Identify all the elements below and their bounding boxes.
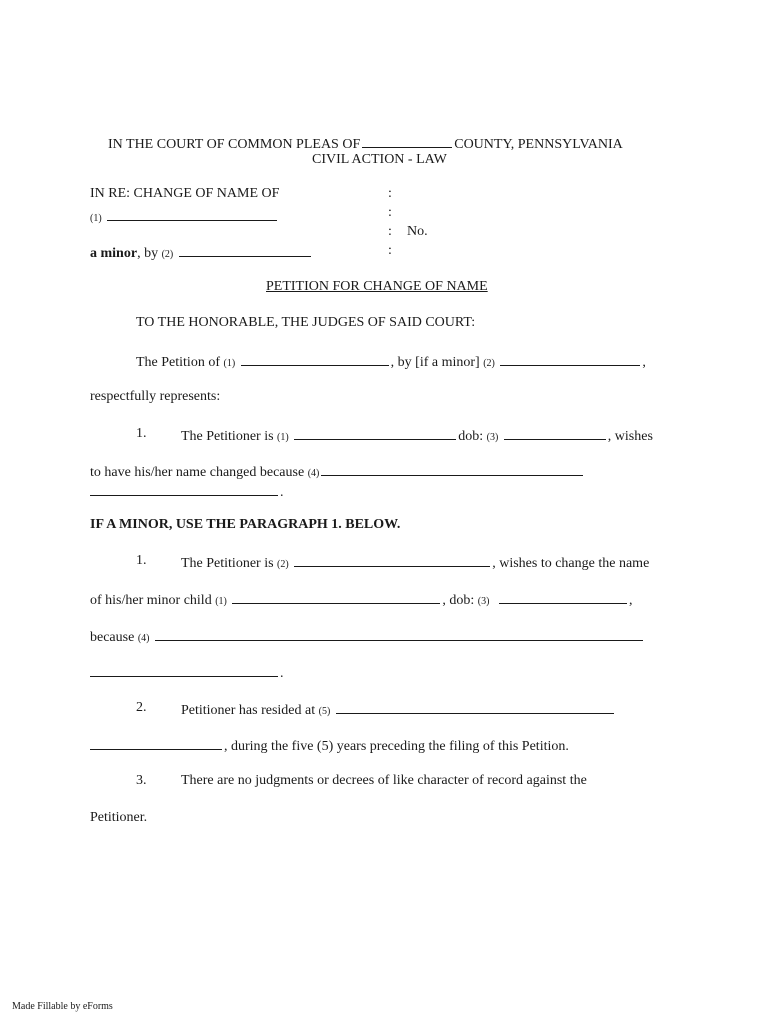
period: . [280, 485, 284, 500]
petitioner-name-field[interactable] [294, 554, 490, 567]
parent-name-field[interactable] [179, 244, 311, 257]
petition-title: PETITION FOR CHANGE OF NAME [266, 279, 488, 294]
minor-child-label: of his/her minor child [90, 593, 212, 608]
dob-label: dob: [458, 429, 484, 444]
county-field[interactable] [362, 135, 452, 148]
field-number-1: (1) [90, 213, 102, 224]
para1-minor-line2 [90, 591, 632, 608]
para1-minor-line3 [90, 628, 645, 645]
field-number-3: (3) [477, 596, 490, 607]
caption-colon-1: : [388, 186, 392, 201]
because-label: because [90, 630, 135, 645]
period: . [280, 666, 284, 681]
five-years-text: , during the five (5) years preceding the filing of this Petition. [224, 739, 569, 754]
salutation: TO THE HONORABLE, THE JUDGES OF SAID COURT: [136, 315, 476, 330]
comma: , [642, 355, 646, 370]
parent-guardian-field[interactable] [500, 353, 640, 366]
caption-colon-4: : [388, 243, 392, 258]
reason-field-line1[interactable] [321, 463, 583, 476]
by-label: , by [137, 246, 159, 261]
petition-of-label: The Petition of [136, 355, 220, 370]
para1-minor-number: 1. [136, 553, 147, 568]
minor-dob-field[interactable] [499, 591, 627, 604]
field-number-2: (2) [483, 358, 495, 369]
docket-number-label: No. [407, 224, 428, 239]
court-heading [108, 135, 623, 152]
wishes-to-change-label: , wishes to change the name [492, 556, 650, 571]
court-heading-right: COUNTY, PENNSYLVANIA [454, 137, 623, 152]
petitioner-is-label: The Petitioner is [181, 429, 274, 444]
field-number-1: (1) [223, 358, 236, 369]
petitioner-name-field[interactable] [241, 353, 389, 366]
field-number-4: (4) [307, 468, 320, 479]
para1-minor-line4 [90, 664, 284, 681]
petitioner-dob-field[interactable] [504, 427, 606, 440]
field-number-4: (4) [137, 633, 150, 644]
residence-field-line2[interactable] [90, 737, 222, 750]
eforms-footer: Made Fillable by eForms [12, 1001, 113, 1012]
para1-adult-line3 [90, 483, 284, 500]
reason-field-line2[interactable] [90, 483, 278, 496]
caption-colon-2: : [388, 205, 392, 220]
by-if-minor-label: , by [if a minor] [390, 355, 480, 370]
para2-number: 2. [136, 700, 147, 715]
caption-colon-3: : [388, 224, 392, 239]
court-heading-left: IN THE COURT OF COMMON PLEAS OF [108, 137, 361, 152]
para3-number: 3. [136, 773, 147, 788]
petitioner-is-label: The Petitioner is [181, 556, 274, 571]
field-number-2: (2) [161, 249, 174, 260]
para2-line2 [90, 737, 569, 754]
respectfully-represents: respectfully represents: [90, 389, 221, 404]
field-number-2: (2) [277, 559, 289, 570]
para3-line1: There are no judgments or decrees of like character of record against the [181, 773, 587, 788]
in-re-label: IN RE: CHANGE OF NAME OF [90, 186, 280, 201]
minor-reason-field-line2[interactable] [90, 664, 278, 677]
wishes-label: , wishes [607, 429, 653, 444]
residence-field-line1[interactable] [336, 701, 614, 714]
minor-child-name-field[interactable] [232, 591, 440, 604]
petition-of-line [136, 353, 646, 370]
para1-minor-line1 [181, 554, 649, 571]
minor-section-heading: IF A MINOR, USE THE PARAGRAPH 1. BELOW. [90, 517, 401, 532]
para1-adult-line2 [90, 463, 585, 480]
caption-name-row [90, 208, 279, 225]
minor-name-field[interactable] [107, 208, 277, 221]
para1-adult-number: 1. [136, 426, 147, 441]
para2-line1 [181, 701, 616, 718]
field-number-5: (5) [318, 706, 331, 717]
resided-at-label: Petitioner has resided at [181, 703, 316, 718]
caption-minor-row [90, 244, 313, 261]
para1-adult-line1 [181, 427, 653, 444]
minor-label: a minor [90, 246, 138, 261]
petitioner-current-name-field[interactable] [294, 427, 456, 440]
field-number-1: (1) [277, 432, 289, 443]
comma: , [628, 593, 633, 608]
civil-action-line: CIVIL ACTION - LAW [312, 152, 447, 167]
field-number-3: (3) [486, 432, 499, 443]
dob-label: , dob: [442, 593, 475, 608]
minor-reason-field-line1[interactable] [155, 628, 643, 641]
para3-line2: Petitioner. [90, 810, 148, 825]
field-number-1: (1) [215, 596, 227, 607]
name-change-reason-label: to have his/her name changed because [90, 465, 305, 480]
